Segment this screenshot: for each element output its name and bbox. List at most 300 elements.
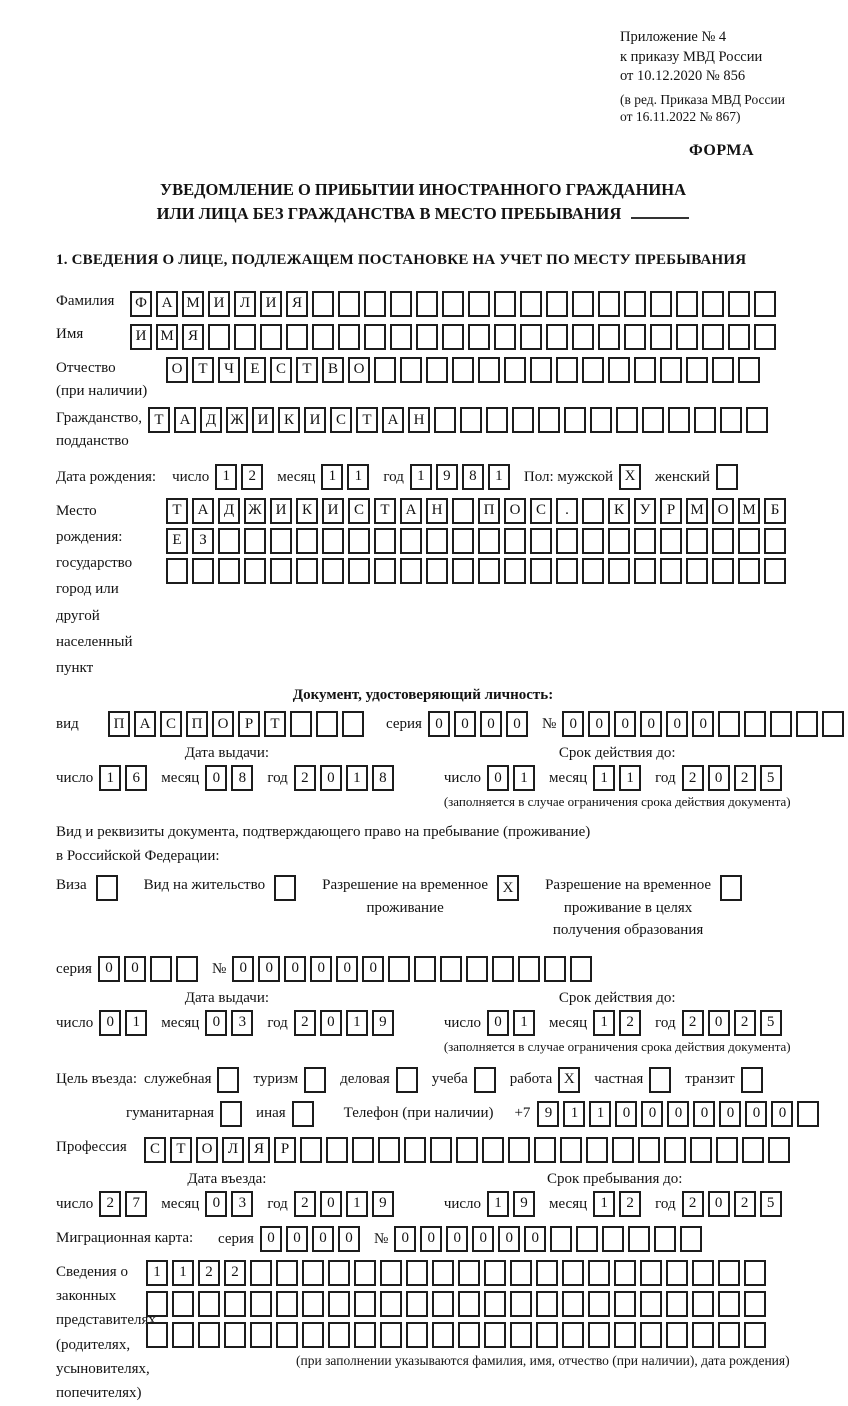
form-cell[interactable]: [628, 1226, 650, 1252]
form-cell[interactable]: [208, 324, 230, 350]
form-cell[interactable]: [650, 291, 672, 317]
form-cell[interactable]: [426, 528, 448, 554]
form-cell[interactable]: 1: [346, 1010, 368, 1036]
doc-valid-year-cells[interactable]: [682, 765, 786, 791]
form-cell[interactable]: М: [738, 498, 760, 524]
form-cell[interactable]: [388, 956, 410, 982]
form-cell[interactable]: 1: [619, 765, 641, 791]
form-cell[interactable]: Б: [764, 498, 786, 524]
form-cell[interactable]: [458, 1322, 480, 1348]
form-cell[interactable]: [624, 291, 646, 317]
form-cell[interactable]: [738, 528, 760, 554]
entry-day-cells[interactable]: [99, 1191, 151, 1217]
form-cell[interactable]: [474, 1067, 496, 1093]
form-cell[interactable]: [686, 357, 708, 383]
form-cell[interactable]: Т: [264, 711, 286, 737]
form-cell[interactable]: [556, 357, 578, 383]
form-cell[interactable]: 6: [125, 765, 147, 791]
legal-row2-cells[interactable]: [146, 1291, 790, 1317]
form-cell[interactable]: [348, 528, 370, 554]
form-cell[interactable]: [220, 1101, 242, 1127]
form-cell[interactable]: А: [400, 498, 422, 524]
form-cell[interactable]: 0: [446, 1226, 468, 1252]
permit-number-cells[interactable]: [232, 956, 596, 982]
purpose-humanitarian-checkbox[interactable]: [220, 1101, 246, 1127]
form-cell[interactable]: [582, 528, 604, 554]
form-cell[interactable]: [738, 558, 760, 584]
form-cell[interactable]: [396, 1067, 418, 1093]
form-cell[interactable]: 0: [615, 1101, 637, 1127]
form-cell[interactable]: К: [608, 498, 630, 524]
form-cell[interactable]: 0: [320, 765, 342, 791]
form-cell[interactable]: [478, 528, 500, 554]
form-cell[interactable]: 0: [693, 1101, 715, 1127]
form-cell[interactable]: [702, 291, 724, 317]
form-cell[interactable]: 0: [310, 956, 332, 982]
form-cell[interactable]: Е: [166, 528, 188, 554]
form-cell[interactable]: [404, 1137, 426, 1163]
form-cell[interactable]: [588, 1291, 610, 1317]
form-cell[interactable]: 1: [321, 464, 343, 490]
form-cell[interactable]: И: [252, 407, 274, 433]
form-cell[interactable]: [634, 558, 656, 584]
form-cell[interactable]: [716, 464, 738, 490]
form-cell[interactable]: [744, 1322, 766, 1348]
form-cell[interactable]: 0: [205, 1191, 227, 1217]
form-cell[interactable]: [741, 1067, 763, 1093]
form-cell[interactable]: [434, 407, 456, 433]
form-cell[interactable]: [694, 407, 716, 433]
form-cell[interactable]: 1: [347, 464, 369, 490]
form-cell[interactable]: [518, 956, 540, 982]
form-cell[interactable]: [198, 1291, 220, 1317]
doc-series-cells[interactable]: [428, 711, 532, 737]
form-cell[interactable]: 2: [682, 1191, 704, 1217]
form-cell[interactable]: [430, 1137, 452, 1163]
form-cell[interactable]: [250, 1322, 272, 1348]
doc-kind-cells[interactable]: [108, 711, 368, 737]
form-cell[interactable]: [312, 291, 334, 317]
form-cell[interactable]: [520, 291, 542, 317]
form-cell[interactable]: [534, 1137, 556, 1163]
form-cell[interactable]: 0: [588, 711, 610, 737]
form-cell[interactable]: [494, 291, 516, 317]
form-cell[interactable]: 2: [198, 1260, 220, 1286]
form-cell[interactable]: [634, 357, 656, 383]
form-cell[interactable]: С: [348, 498, 370, 524]
form-cell[interactable]: П: [478, 498, 500, 524]
form-cell[interactable]: 1: [346, 1191, 368, 1217]
form-cell[interactable]: [244, 528, 266, 554]
form-cell[interactable]: [634, 528, 656, 554]
edu-residence-permit-checkbox[interactable]: [720, 875, 746, 901]
form-cell[interactable]: [380, 1322, 402, 1348]
form-cell[interactable]: 0: [487, 765, 509, 791]
form-cell[interactable]: [342, 711, 364, 737]
form-cell[interactable]: [718, 1322, 740, 1348]
form-cell[interactable]: Ч: [218, 357, 240, 383]
form-cell[interactable]: 1: [146, 1260, 168, 1286]
form-cell[interactable]: 0: [286, 1226, 308, 1252]
form-cell[interactable]: [686, 528, 708, 554]
form-cell[interactable]: [304, 1067, 326, 1093]
form-cell[interactable]: [400, 558, 422, 584]
form-cell[interactable]: В: [322, 357, 344, 383]
form-cell[interactable]: Я: [286, 291, 308, 317]
form-cell[interactable]: [598, 291, 620, 317]
form-cell[interactable]: 2: [682, 765, 704, 791]
form-cell[interactable]: 0: [506, 711, 528, 737]
form-cell[interactable]: 0: [667, 1101, 689, 1127]
form-cell[interactable]: 0: [708, 765, 730, 791]
form-cell[interactable]: [614, 1291, 636, 1317]
birthplace-row1-cells[interactable]: [166, 498, 790, 524]
form-cell[interactable]: [426, 357, 448, 383]
form-cell[interactable]: [720, 407, 742, 433]
form-cell[interactable]: [270, 558, 292, 584]
form-cell[interactable]: А: [174, 407, 196, 433]
form-cell[interactable]: [692, 1260, 714, 1286]
residence-permit-checkbox[interactable]: [274, 875, 300, 901]
form-cell[interactable]: [406, 1291, 428, 1317]
form-cell[interactable]: [654, 1226, 676, 1252]
form-cell[interactable]: 0: [260, 1226, 282, 1252]
form-cell[interactable]: [300, 1137, 322, 1163]
form-cell[interactable]: Д: [218, 498, 240, 524]
form-cell[interactable]: С: [160, 711, 182, 737]
form-cell[interactable]: [556, 528, 578, 554]
form-cell[interactable]: 0: [498, 1226, 520, 1252]
doc-issue-year-cells[interactable]: [294, 765, 398, 791]
form-cell[interactable]: 0: [472, 1226, 494, 1252]
birthplace-row3-cells[interactable]: [166, 558, 790, 584]
form-cell[interactable]: [614, 1322, 636, 1348]
form-cell[interactable]: [536, 1260, 558, 1286]
form-cell[interactable]: 0: [205, 765, 227, 791]
form-cell[interactable]: [458, 1291, 480, 1317]
form-cell[interactable]: [378, 1137, 400, 1163]
form-cell[interactable]: С: [330, 407, 352, 433]
form-cell[interactable]: [666, 1322, 688, 1348]
form-cell[interactable]: О: [212, 711, 234, 737]
form-cell[interactable]: [546, 324, 568, 350]
form-cell[interactable]: 1: [513, 1010, 535, 1036]
doc-valid-month-cells[interactable]: [593, 765, 645, 791]
purpose-business-checkbox[interactable]: [217, 1067, 243, 1093]
form-cell[interactable]: [452, 498, 474, 524]
form-cell[interactable]: [676, 291, 698, 317]
form-cell[interactable]: [486, 407, 508, 433]
form-cell[interactable]: [692, 1291, 714, 1317]
phone-cells[interactable]: [537, 1101, 823, 1127]
form-cell[interactable]: [218, 558, 240, 584]
form-cell[interactable]: 0: [614, 711, 636, 737]
form-cell[interactable]: [718, 1260, 740, 1286]
form-cell[interactable]: 1: [125, 1010, 147, 1036]
entry-year-cells[interactable]: [294, 1191, 398, 1217]
citizenship-cells[interactable]: [148, 407, 772, 433]
form-cell[interactable]: [374, 528, 396, 554]
form-cell[interactable]: [440, 956, 462, 982]
form-cell[interactable]: 0: [320, 1010, 342, 1036]
form-cell[interactable]: X: [619, 464, 641, 490]
form-cell[interactable]: [494, 324, 516, 350]
doc-number-cells[interactable]: [562, 711, 848, 737]
form-cell[interactable]: [354, 1260, 376, 1286]
form-cell[interactable]: М: [156, 324, 178, 350]
form-cell[interactable]: М: [182, 291, 204, 317]
form-cell[interactable]: [492, 956, 514, 982]
form-cell[interactable]: [452, 558, 474, 584]
form-cell[interactable]: [536, 1322, 558, 1348]
form-cell[interactable]: Я: [182, 324, 204, 350]
form-cell[interactable]: [550, 1226, 572, 1252]
form-cell[interactable]: Р: [660, 498, 682, 524]
birthplace-row2-cells[interactable]: [166, 528, 790, 554]
form-cell[interactable]: К: [278, 407, 300, 433]
form-cell[interactable]: 0: [692, 711, 714, 737]
form-cell[interactable]: 0: [708, 1010, 730, 1036]
form-cell[interactable]: 2: [619, 1191, 641, 1217]
form-cell[interactable]: [172, 1322, 194, 1348]
form-cell[interactable]: [668, 407, 690, 433]
form-cell[interactable]: [416, 291, 438, 317]
form-cell[interactable]: 2: [99, 1191, 121, 1217]
form-cell[interactable]: [546, 291, 568, 317]
purpose-tourism-checkbox[interactable]: [304, 1067, 330, 1093]
form-cell[interactable]: 2: [682, 1010, 704, 1036]
form-cell[interactable]: Т: [170, 1137, 192, 1163]
form-cell[interactable]: 0: [487, 1010, 509, 1036]
form-cell[interactable]: [650, 324, 672, 350]
form-cell[interactable]: [348, 558, 370, 584]
form-cell[interactable]: 0: [428, 711, 450, 737]
legal-row1-cells[interactable]: [146, 1260, 790, 1286]
form-cell[interactable]: 1: [563, 1101, 585, 1127]
form-cell[interactable]: [556, 558, 578, 584]
form-cell[interactable]: [176, 956, 198, 982]
form-cell[interactable]: [322, 528, 344, 554]
form-cell[interactable]: [588, 1260, 610, 1286]
form-cell[interactable]: 0: [771, 1101, 793, 1127]
form-cell[interactable]: [562, 1291, 584, 1317]
form-cell[interactable]: А: [382, 407, 404, 433]
form-cell[interactable]: 1: [215, 464, 237, 490]
migration-number-cells[interactable]: [394, 1226, 706, 1252]
form-cell[interactable]: [608, 558, 630, 584]
form-cell[interactable]: [680, 1226, 702, 1252]
form-cell[interactable]: К: [296, 498, 318, 524]
form-cell[interactable]: [96, 875, 118, 901]
purpose-work-checkbox[interactable]: [558, 1067, 584, 1093]
form-cell[interactable]: 0: [641, 1101, 663, 1127]
form-cell[interactable]: Л: [222, 1137, 244, 1163]
form-cell[interactable]: О: [504, 498, 526, 524]
permit-valid-day-cells[interactable]: [487, 1010, 539, 1036]
form-cell[interactable]: [146, 1291, 168, 1317]
form-cell[interactable]: [560, 1137, 582, 1163]
form-cell[interactable]: [660, 558, 682, 584]
form-cell[interactable]: [590, 407, 612, 433]
form-cell[interactable]: [520, 324, 542, 350]
form-cell[interactable]: 2: [734, 765, 756, 791]
form-cell[interactable]: [728, 291, 750, 317]
form-cell[interactable]: [400, 357, 422, 383]
form-cell[interactable]: [638, 1137, 660, 1163]
form-cell[interactable]: 0: [99, 1010, 121, 1036]
form-cell[interactable]: [582, 498, 604, 524]
form-cell[interactable]: 8: [231, 765, 253, 791]
form-cell[interactable]: [614, 1260, 636, 1286]
form-cell[interactable]: Е: [244, 357, 266, 383]
form-cell[interactable]: [582, 558, 604, 584]
form-cell[interactable]: Ж: [226, 407, 248, 433]
form-cell[interactable]: [754, 291, 776, 317]
form-cell[interactable]: [570, 956, 592, 982]
form-cell[interactable]: 2: [734, 1191, 756, 1217]
form-cell[interactable]: 3: [231, 1010, 253, 1036]
form-cell[interactable]: [432, 1291, 454, 1317]
form-cell[interactable]: [150, 956, 172, 982]
form-cell[interactable]: [198, 1322, 220, 1348]
permit-valid-month-cells[interactable]: [593, 1010, 645, 1036]
form-cell[interactable]: 7: [125, 1191, 147, 1217]
form-cell[interactable]: [676, 324, 698, 350]
form-cell[interactable]: [234, 324, 256, 350]
form-cell[interactable]: 1: [346, 765, 368, 791]
form-cell[interactable]: П: [108, 711, 130, 737]
permit-issue-day-cells[interactable]: [99, 1010, 151, 1036]
form-cell[interactable]: [400, 528, 422, 554]
form-cell[interactable]: [664, 1137, 686, 1163]
form-cell[interactable]: 0: [708, 1191, 730, 1217]
birth-year-cells[interactable]: [410, 464, 514, 490]
form-cell[interactable]: [484, 1291, 506, 1317]
form-cell[interactable]: [364, 324, 386, 350]
form-cell[interactable]: 2: [294, 1191, 316, 1217]
form-cell[interactable]: О: [166, 357, 188, 383]
form-cell[interactable]: 1: [172, 1260, 194, 1286]
form-cell[interactable]: [296, 528, 318, 554]
form-cell[interactable]: [432, 1260, 454, 1286]
form-cell[interactable]: [576, 1226, 598, 1252]
form-cell[interactable]: И: [130, 324, 152, 350]
form-cell[interactable]: [146, 1322, 168, 1348]
form-cell[interactable]: [442, 291, 464, 317]
form-cell[interactable]: 0: [562, 711, 584, 737]
form-cell[interactable]: Я: [248, 1137, 270, 1163]
form-cell[interactable]: 0: [420, 1226, 442, 1252]
form-cell[interactable]: [746, 407, 768, 433]
form-cell[interactable]: [312, 324, 334, 350]
form-cell[interactable]: 2: [734, 1010, 756, 1036]
form-cell[interactable]: Т: [166, 498, 188, 524]
form-cell[interactable]: [442, 324, 464, 350]
birth-day-cells[interactable]: [215, 464, 267, 490]
form-cell[interactable]: [608, 357, 630, 383]
form-cell[interactable]: [478, 558, 500, 584]
form-cell[interactable]: [718, 1291, 740, 1317]
form-cell[interactable]: [666, 1291, 688, 1317]
form-cell[interactable]: [484, 1322, 506, 1348]
form-cell[interactable]: У: [634, 498, 656, 524]
form-cell[interactable]: [642, 407, 664, 433]
form-cell[interactable]: 0: [320, 1191, 342, 1217]
doc-issue-day-cells[interactable]: [99, 765, 151, 791]
form-cell[interactable]: 0: [666, 711, 688, 737]
form-cell[interactable]: 1: [593, 1191, 615, 1217]
form-cell[interactable]: 0: [258, 956, 280, 982]
form-cell[interactable]: [224, 1291, 246, 1317]
form-cell[interactable]: 0: [454, 711, 476, 737]
form-cell[interactable]: [380, 1260, 402, 1286]
form-cell[interactable]: И: [304, 407, 326, 433]
form-cell[interactable]: [530, 558, 552, 584]
form-cell[interactable]: [720, 875, 742, 901]
form-cell[interactable]: [316, 711, 338, 737]
form-cell[interactable]: Ж: [244, 498, 266, 524]
form-cell[interactable]: И: [208, 291, 230, 317]
form-cell[interactable]: [302, 1260, 324, 1286]
form-cell[interactable]: 1: [488, 464, 510, 490]
form-cell[interactable]: [244, 558, 266, 584]
purpose-study-checkbox[interactable]: [474, 1067, 500, 1093]
form-cell[interactable]: [458, 1260, 480, 1286]
form-cell[interactable]: [426, 558, 448, 584]
form-cell[interactable]: [588, 1322, 610, 1348]
temp-residence-permit-checkbox[interactable]: [497, 875, 523, 901]
sex-female-checkbox[interactable]: [716, 464, 742, 490]
form-cell[interactable]: [328, 1291, 350, 1317]
form-cell[interactable]: 0: [745, 1101, 767, 1127]
form-cell[interactable]: [390, 324, 412, 350]
form-cell[interactable]: [468, 324, 490, 350]
form-cell[interactable]: С: [144, 1137, 166, 1163]
form-cell[interactable]: [738, 357, 760, 383]
visa-checkbox[interactable]: [96, 875, 122, 901]
form-cell[interactable]: Н: [408, 407, 430, 433]
entry-month-cells[interactable]: [205, 1191, 257, 1217]
migration-series-cells[interactable]: [260, 1226, 364, 1252]
form-cell[interactable]: [686, 558, 708, 584]
form-cell[interactable]: 0: [98, 956, 120, 982]
form-cell[interactable]: [192, 558, 214, 584]
form-cell[interactable]: 1: [513, 765, 535, 791]
form-cell[interactable]: 1: [410, 464, 432, 490]
form-cell[interactable]: [692, 1322, 714, 1348]
permit-issue-month-cells[interactable]: [205, 1010, 257, 1036]
form-cell[interactable]: [466, 956, 488, 982]
form-cell[interactable]: [270, 528, 292, 554]
form-cell[interactable]: Ф: [130, 291, 152, 317]
form-cell[interactable]: [712, 528, 734, 554]
form-cell[interactable]: 0: [205, 1010, 227, 1036]
form-cell[interactable]: [482, 1137, 504, 1163]
form-cell[interactable]: [274, 875, 296, 901]
form-cell[interactable]: [260, 324, 282, 350]
form-cell[interactable]: 9: [372, 1010, 394, 1036]
form-cell[interactable]: П: [186, 711, 208, 737]
form-cell[interactable]: [302, 1291, 324, 1317]
form-cell[interactable]: С: [530, 498, 552, 524]
form-cell[interactable]: [640, 1322, 662, 1348]
form-cell[interactable]: [292, 1101, 314, 1127]
form-cell[interactable]: [728, 324, 750, 350]
form-cell[interactable]: Т: [296, 357, 318, 383]
form-cell[interactable]: [250, 1291, 272, 1317]
form-cell[interactable]: 2: [294, 765, 316, 791]
form-cell[interactable]: 5: [760, 765, 782, 791]
